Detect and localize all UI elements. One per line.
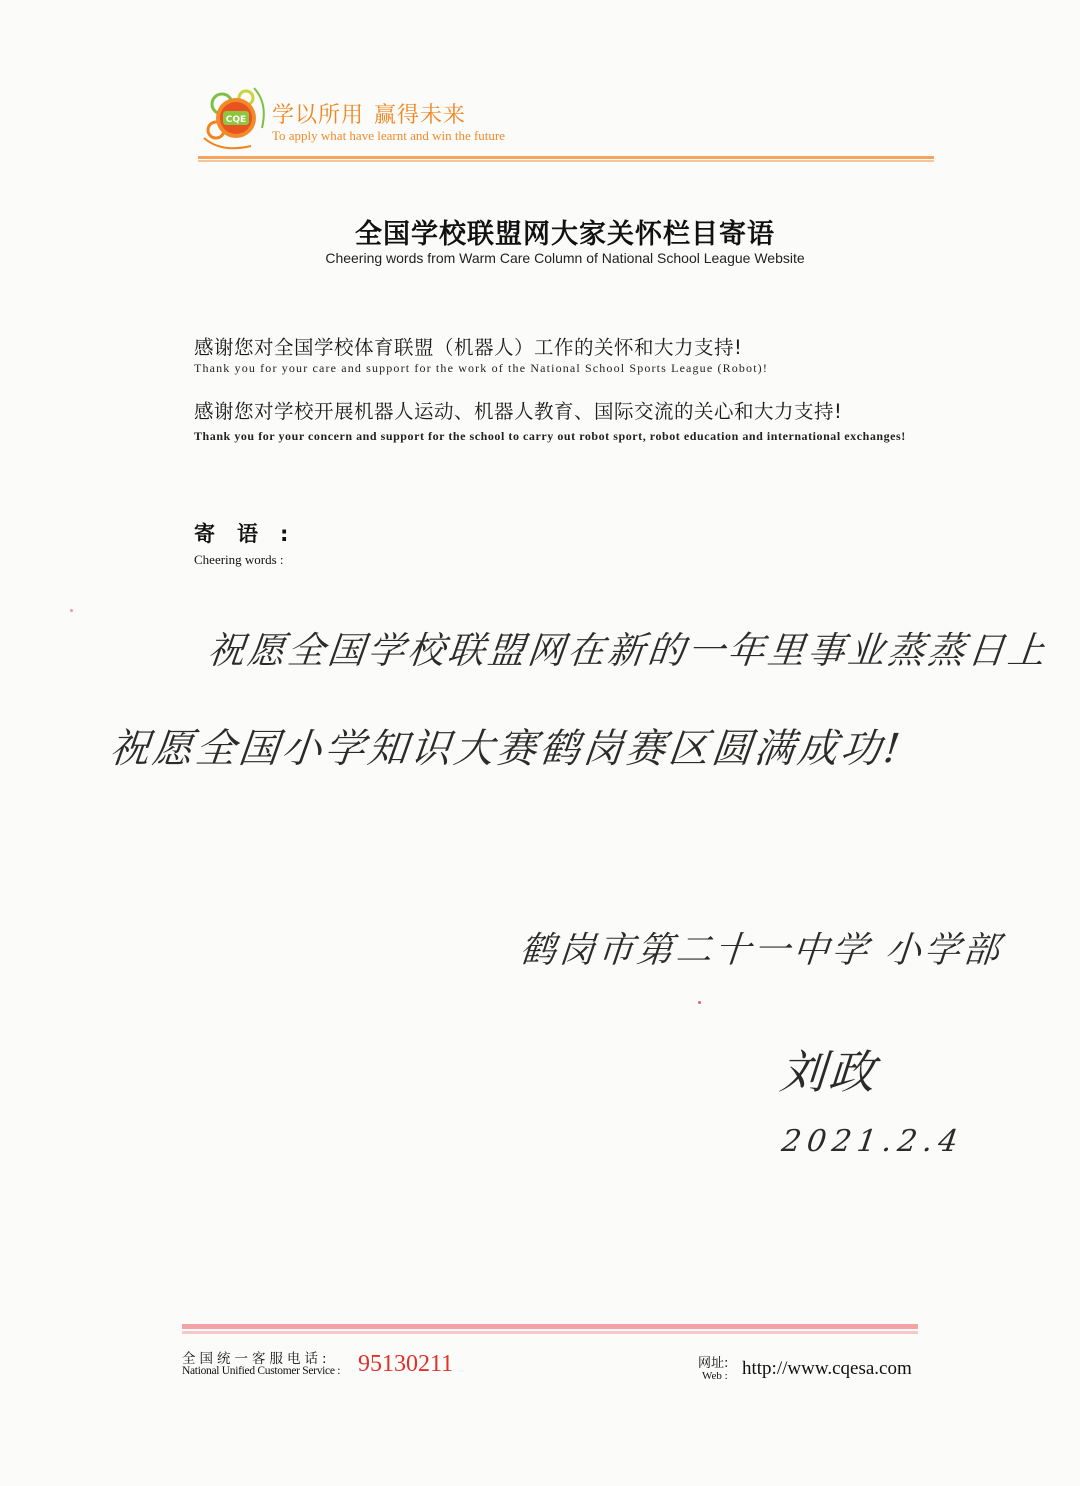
header-divider xyxy=(198,156,934,162)
ink-speck xyxy=(698,1001,701,1004)
logo-text: CQE xyxy=(225,115,247,125)
thanks-1-cn: 感谢您对全国学校体育联盟（机器人）工作的关怀和大力支持! xyxy=(194,336,743,359)
service-label-cn: 全国统一客服电话: xyxy=(182,1351,331,1367)
service-phone-number: 95130211 xyxy=(358,1351,454,1377)
slogan-en: To apply what have learnt and win the future xyxy=(272,128,506,143)
handwritten-line-1: 祝愿全国学校联盟网在新的一年里事业蒸蒸日上 xyxy=(205,629,1050,672)
web-label-cn: 网址: xyxy=(698,1356,729,1371)
slogan-cn-part2: 赢得未来 xyxy=(374,103,467,128)
ink-speck xyxy=(70,609,73,612)
handwritten-signature-org: 鹤岗市第二十一中学 小学部 xyxy=(517,930,1004,971)
handwritten-line-2: 祝愿全国小学知识大赛鹤岗赛区圆满成功! xyxy=(107,726,906,772)
cqe-logo xyxy=(196,78,276,158)
thanks-1-en: Thank you for your care and support for the work of the National School Sports League (Robot)! xyxy=(194,361,768,375)
handwritten-signature-name: 刘政 xyxy=(777,1045,880,1099)
page-title-en: Cheering words from Warm Care Column of National School League Website xyxy=(325,250,805,266)
web-label-en: Web : xyxy=(702,1370,728,1382)
cheering-label-en: Cheering words : xyxy=(194,552,284,567)
footer-divider xyxy=(182,1324,918,1334)
slogan-cn xyxy=(272,98,466,129)
slogan-cn-part1: 学以所用 xyxy=(272,103,365,128)
thanks-2-en: Thank you for your concern and support for the school to carry out robot sport, robot education and international exchanges! xyxy=(194,429,906,443)
cheering-label-cn: 寄语: xyxy=(194,522,311,546)
website-link[interactable]: http://www.cqesa.com xyxy=(742,1358,912,1379)
handwritten-date: 2021.2.4 xyxy=(779,1124,967,1159)
service-label-en: National Unified Customer Service : xyxy=(182,1365,341,1377)
page-title-cn: 全国学校联盟网大家关怀栏目寄语 xyxy=(355,219,775,250)
thanks-2-cn: 感谢您对学校开展机器人运动、机器人教育、国际交流的关心和大力支持! xyxy=(194,400,843,423)
